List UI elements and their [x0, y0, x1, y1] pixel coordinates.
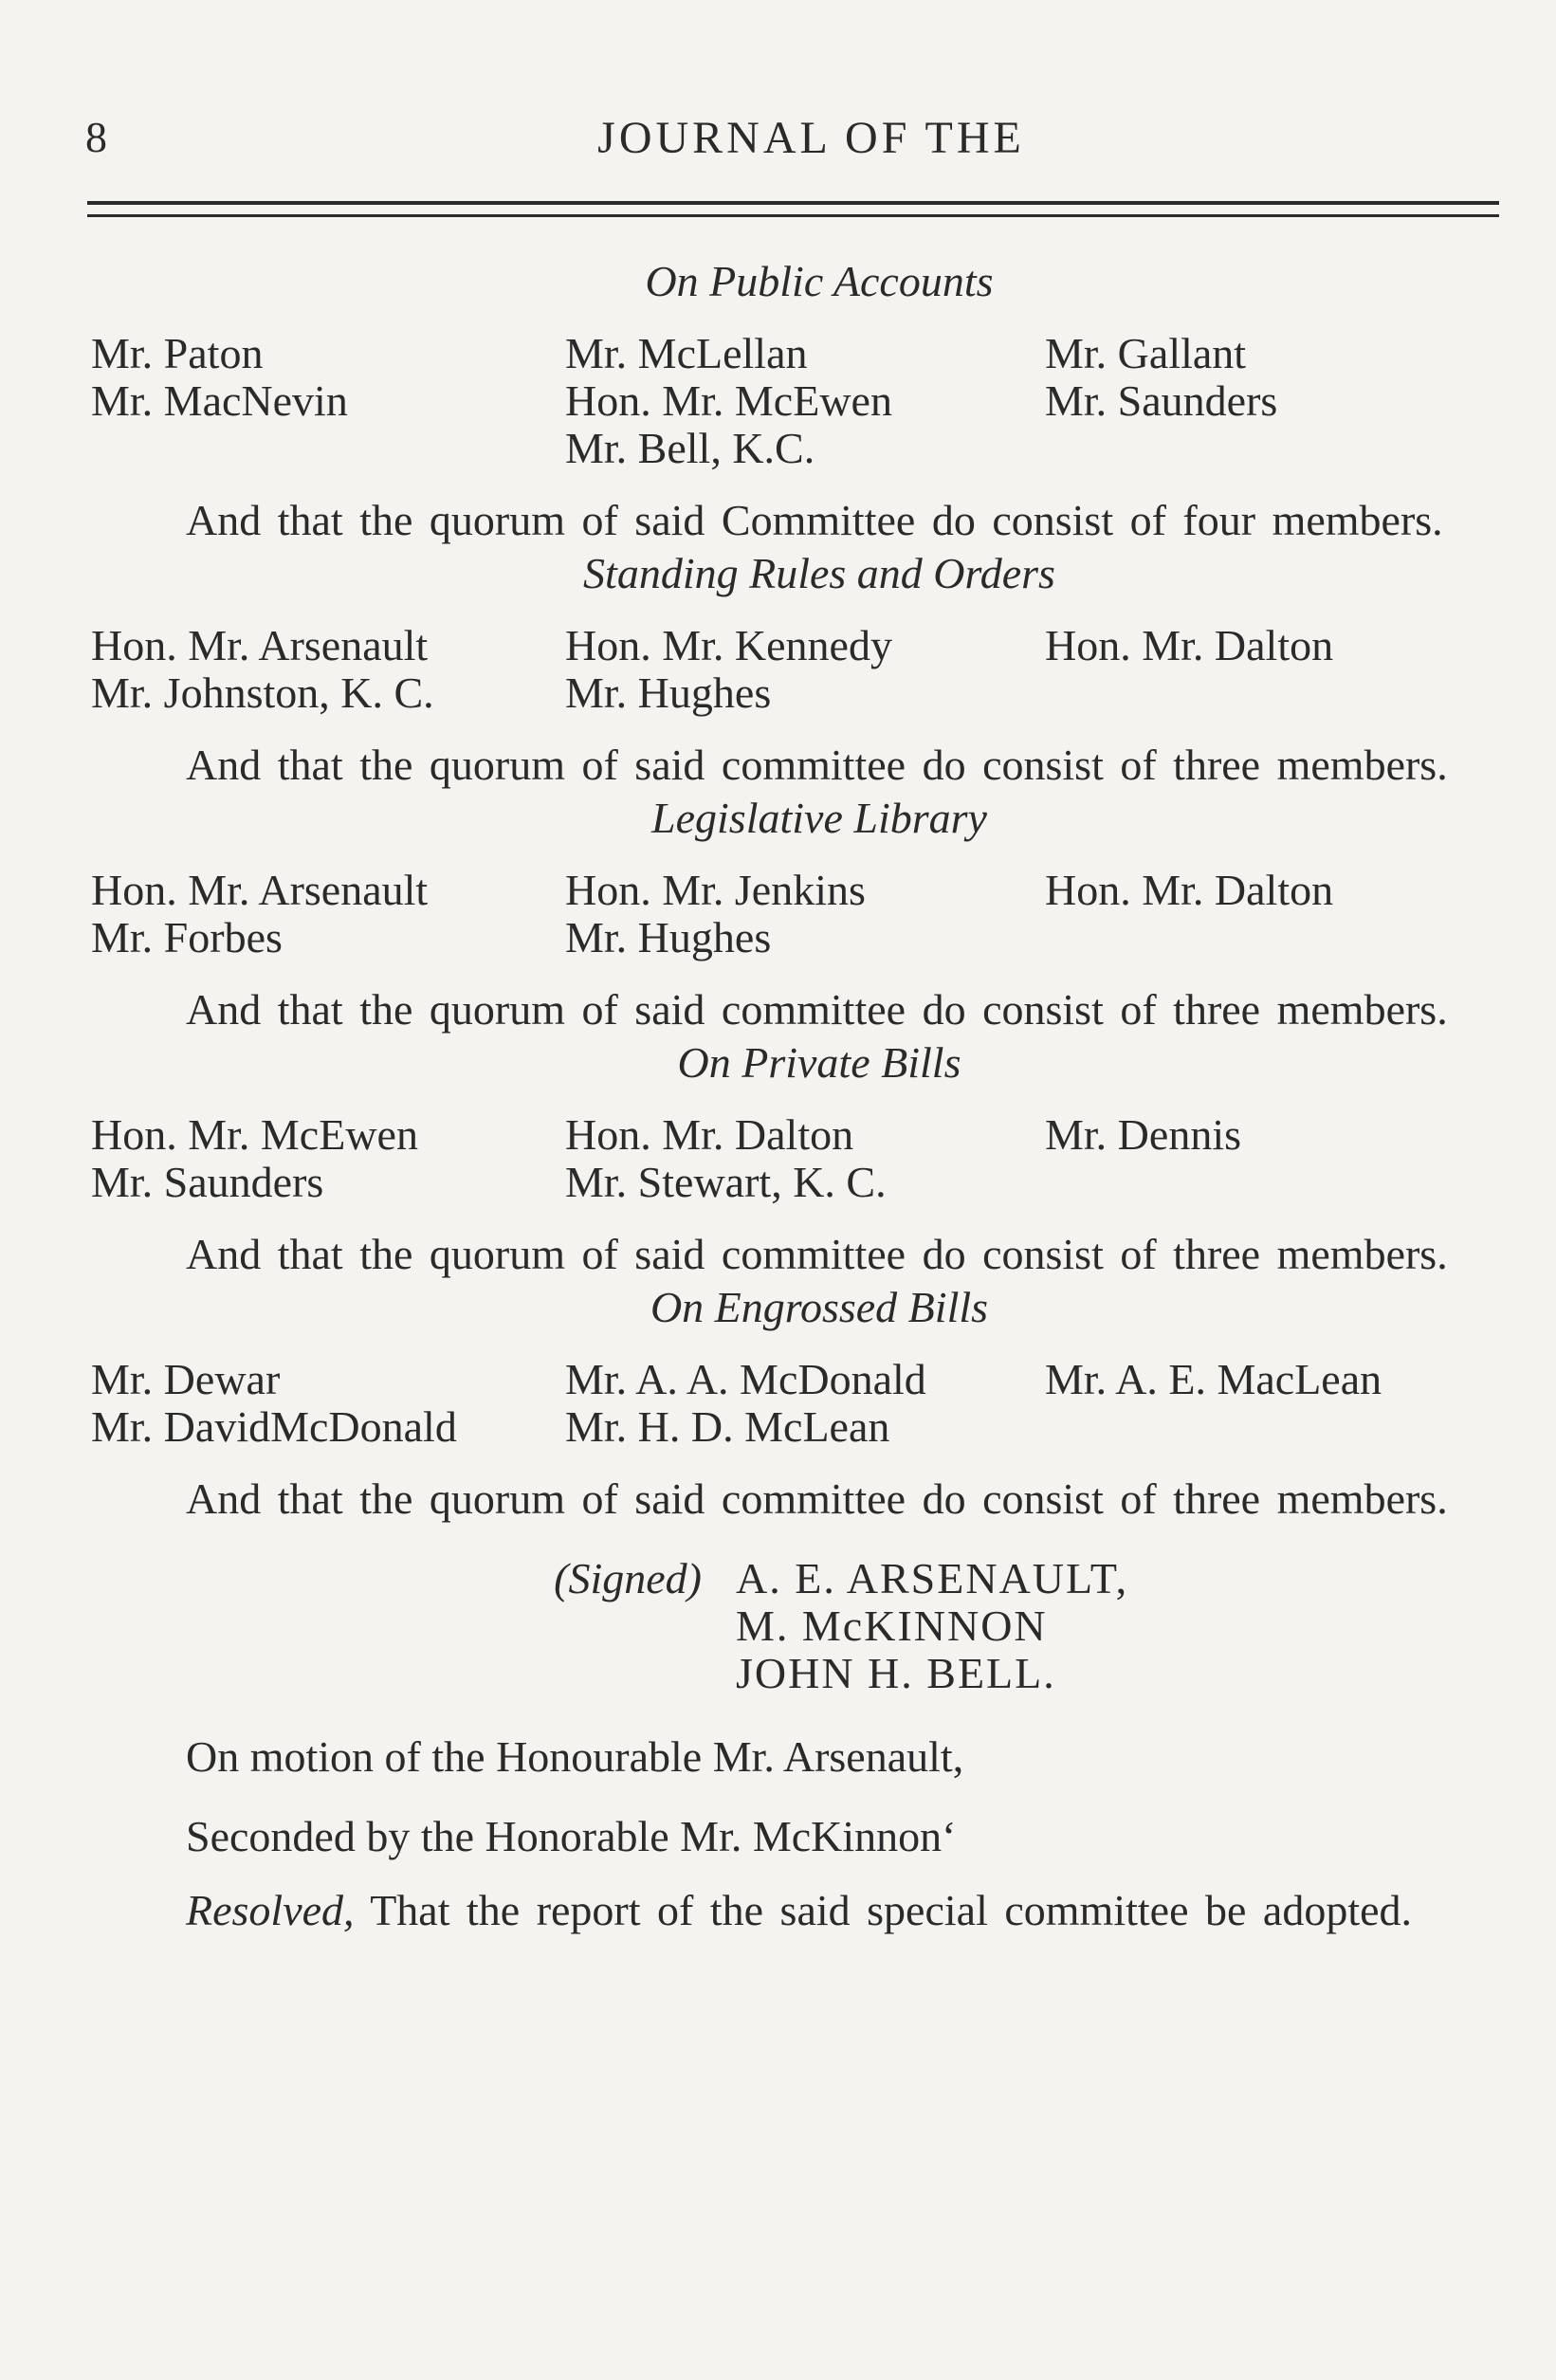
signed-label: (Signed) [554, 1554, 702, 1602]
member-name: Hon. Mr. Jenkins [565, 866, 866, 914]
resolved-label: Resolved, [186, 1886, 355, 1934]
member-name: Hon. Mr. Kennedy [565, 621, 892, 669]
member-name: Mr. Dewar [91, 1355, 281, 1403]
member-name [1045, 1159, 1519, 1206]
member-name: Mr. Stewart, K. C. [565, 1158, 887, 1206]
header-rule-bottom [87, 214, 1499, 217]
signatory-names [736, 1555, 1504, 1697]
member-list [91, 1356, 1519, 1451]
resolved-text: That the report of the said special committee be adopted. [370, 1886, 1413, 1934]
member-name [1045, 1403, 1519, 1451]
page-number: 8 [85, 113, 107, 161]
member-name [1045, 914, 1519, 961]
member-name: Mr. Gallant [1045, 329, 1247, 377]
quorum-statement: And that the quorum of said committee do consist of three members. [186, 1474, 1448, 1523]
member-list [91, 330, 1519, 472]
committee-heading: On Private Bills [677, 1038, 961, 1087]
member-list [91, 867, 1519, 961]
committee-section-private-bills [91, 1039, 1519, 1278]
committee-section-engrossed-bills [91, 1284, 1519, 1523]
motion-moved: On motion of the Honourable Mr. Arsenault, [186, 1732, 964, 1781]
member-name [91, 425, 565, 472]
member-name: Mr. MacNevin [91, 376, 348, 425]
signatory-name: JOHN H. BELL. [736, 1649, 1056, 1697]
motion-seconded: Seconded by the Honorable Mr. McKinnon‘ [186, 1812, 957, 1860]
member-name: Mr. Saunders [1045, 376, 1278, 425]
member-name: Mr. Forbes [91, 913, 283, 961]
quorum-statement: And that the quorum of said committee do consist of three members. [186, 1230, 1448, 1278]
committee-section-legislative-library [91, 795, 1519, 1034]
header-rule-top [87, 201, 1499, 205]
member-name: Mr. Bell, K.C. [565, 424, 815, 472]
quorum-statement: And that the quorum of said committee do consist of three members. [186, 741, 1448, 789]
member-name: Mr. Hughes [565, 913, 772, 961]
committee-heading: Legislative Library [651, 794, 987, 842]
member-name [1045, 425, 1519, 472]
member-name: Mr. H. D. McLean [565, 1402, 890, 1451]
quorum-statement: And that the quorum of said committee do consist of three members. [186, 985, 1448, 1034]
signatory-name: A. E. ARSENAULT, [736, 1554, 1129, 1602]
member-name: Hon. Mr. McEwen [565, 376, 892, 425]
member-name: Mr. McLellan [565, 329, 808, 377]
committee-heading: On Public Accounts [645, 257, 994, 305]
committee-heading: Standing Rules and Orders [583, 549, 1055, 597]
member-name [1045, 669, 1519, 717]
quorum-statement: And that the quorum of said Committee do consist of four members. [186, 496, 1443, 544]
member-name: Hon. Mr. Arsenault [91, 621, 429, 669]
member-name: Mr. A. E. MacLean [1045, 1355, 1382, 1403]
member-name: Mr. DavidMcDonald [91, 1402, 457, 1451]
member-name: Mr. Saunders [91, 1158, 324, 1206]
signatory-name: M. McKINNON [736, 1602, 1048, 1650]
page-body [91, 258, 1519, 1934]
member-name: Mr. Hughes [565, 668, 772, 717]
committee-section-public-accounts [91, 258, 1519, 544]
committee-heading: On Engrossed Bills [650, 1283, 989, 1331]
member-name: Mr. A. A. McDonald [565, 1355, 926, 1403]
page-header [85, 112, 1499, 169]
member-list [91, 622, 1519, 717]
member-list [91, 1111, 1519, 1206]
member-name: Mr. Paton [91, 329, 264, 377]
member-name: Hon. Mr. Dalton [1045, 866, 1334, 914]
member-name: Mr. Johnston, K. C. [91, 668, 434, 717]
member-name: Mr. Dennis [1045, 1110, 1241, 1159]
member-name: Hon. Mr. McEwen [91, 1110, 418, 1159]
committee-section-standing-rules [91, 550, 1519, 789]
motion-resolved [91, 1887, 1519, 1934]
running-title: JOURNAL OF THE [597, 113, 1025, 163]
member-name: Hon. Mr. Dalton [565, 1110, 854, 1159]
signature-block [91, 1555, 1519, 1697]
member-name: Hon. Mr. Arsenault [91, 866, 429, 914]
member-name: Hon. Mr. Dalton [1045, 621, 1334, 669]
